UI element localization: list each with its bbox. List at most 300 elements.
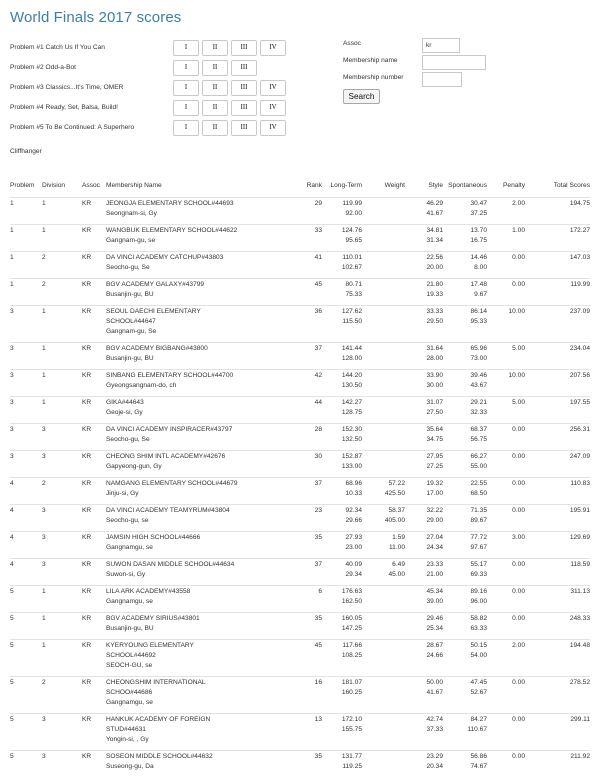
cell-total: 211.92 (570, 752, 590, 760)
cell-membership-name (106, 197, 302, 224)
cell-assoc: KR (82, 614, 92, 622)
cell-total: 118.59 (570, 560, 590, 568)
cell-style (405, 450, 443, 477)
spontaneous-value: 9.67 (474, 290, 487, 298)
cell-style (405, 504, 443, 531)
cell-division: 1 (42, 344, 46, 352)
style-value: 17.00 (426, 489, 443, 497)
cell-division: 2 (42, 280, 46, 288)
table-row (10, 224, 590, 251)
column-header-division: Division (42, 182, 66, 189)
long-term-value: 68.96 (345, 479, 362, 487)
cell-membership-name (106, 342, 302, 369)
membership-name-line: Yongin-si, , Gy (106, 735, 149, 743)
cell-weight (362, 423, 405, 450)
spontaneous-value: 37.25 (470, 209, 487, 217)
style-value: 21.00 (426, 570, 443, 578)
column-header-rank: Rank (306, 182, 322, 189)
cell-division: 1 (42, 641, 46, 649)
style-value: 31.34 (426, 236, 443, 244)
division-button-1[interactable]: I (173, 80, 199, 96)
cell-spontaneous (443, 396, 487, 423)
long-term-value: 10.33 (345, 489, 362, 497)
cell-assoc: KR (82, 307, 92, 315)
style-value: 46.29 (426, 199, 443, 207)
division-button-2[interactable]: II (202, 120, 228, 136)
cell-style (405, 585, 443, 612)
membership-name-line: SOSEON MIDDLE SCHOOL#44632 (106, 752, 213, 760)
cell-problem: 3 (10, 425, 14, 433)
cell-long-term (322, 251, 362, 278)
cell-style (405, 423, 443, 450)
membership-name-line: NAMGANG ELEMENTARY SCHOOL#44679 (106, 479, 238, 487)
membership-name-line: DA VINCI ACADEMY CATCHUP#43803 (106, 253, 224, 261)
long-term-value: 152.30 (341, 425, 362, 433)
style-value: 41.67 (426, 209, 443, 217)
problem-filter-row (10, 80, 340, 100)
long-term-value: 115.50 (342, 317, 362, 325)
cell-weight (362, 676, 405, 713)
membership-name-line: Seongnam-si, Gy (106, 209, 157, 217)
spontaneous-value: 50.15 (470, 641, 487, 649)
cell-weight (362, 251, 405, 278)
cell-spontaneous (443, 278, 487, 305)
cell-style (405, 342, 443, 369)
cell-problem: 4 (10, 506, 14, 514)
table-row (10, 251, 590, 278)
style-value: 50.00 (426, 678, 443, 686)
column-header-total-scores: Total Scores (553, 182, 590, 189)
cell-penalty: 0.00 (512, 752, 525, 760)
membership-name-line: BGV ACADEMY SIRIUS#43801 (106, 614, 200, 622)
cell-assoc: KR (82, 752, 92, 760)
long-term-value: 160.05 (341, 614, 362, 622)
cell-membership-name (106, 396, 302, 423)
cell-problem: 3 (10, 452, 14, 460)
cell-total: 234.04 (569, 344, 590, 352)
cell-rank: 33 (314, 226, 322, 234)
division-buttons (173, 120, 289, 136)
cell-assoc: KR (82, 560, 92, 568)
style-value: 22.56 (426, 253, 443, 261)
column-header-long-term: Long-Term (330, 182, 362, 189)
cell-division: 3 (42, 452, 46, 460)
cell-assoc: KR (82, 506, 92, 514)
cell-style (405, 713, 443, 750)
membership-name-line: BGV ACADEMY GALAXY#43799 (106, 280, 205, 288)
cell-weight (362, 396, 405, 423)
table-row (10, 713, 590, 750)
style-value: 19.33 (426, 290, 443, 298)
table-row (10, 305, 590, 342)
division-button-2[interactable]: II (202, 80, 228, 96)
spontaneous-value: 22.55 (470, 479, 487, 487)
membership-name-line: Jinju-si, Gy (106, 489, 139, 497)
spontaneous-value: 16.75 (470, 236, 487, 244)
spontaneous-value: 74.67 (470, 762, 487, 770)
style-value: 35.64 (426, 425, 443, 433)
spontaneous-value: 39.46 (470, 371, 487, 379)
cell-division: 3 (42, 425, 46, 433)
cell-total: 256.31 (569, 425, 590, 433)
cell-penalty: 5.00 (512, 344, 525, 352)
long-term-value: 128.00 (341, 354, 362, 362)
problem-label: Problem #2 Odd-a-Bot (10, 64, 76, 71)
spontaneous-value: 71.35 (470, 506, 487, 514)
weight-value: 425.50 (384, 489, 405, 497)
spontaneous-value: 47.45 (470, 678, 487, 686)
cell-membership-name (106, 305, 302, 342)
spontaneous-value: 32.33 (470, 408, 487, 416)
weight-value: 58.37 (388, 506, 405, 514)
style-value: 20.00 (426, 263, 443, 271)
table-row (10, 369, 590, 396)
weight-value: 6.49 (392, 560, 405, 568)
membership-name-line: SEOUL DAECHI ELEMENTARY (106, 307, 201, 315)
long-term-value: 131.77 (341, 752, 362, 760)
style-value: 27.50 (426, 408, 443, 416)
division-button-2[interactable]: II (202, 40, 228, 56)
cell-rank: 16 (314, 678, 322, 686)
cell-division: 1 (42, 614, 46, 622)
membership-name-line: Suseong-gu, Da (106, 762, 154, 770)
cell-rank: 45 (314, 641, 322, 649)
division-button-1[interactable]: I (173, 120, 199, 136)
division-button-3[interactable]: III (231, 60, 257, 76)
cell-division: 3 (42, 715, 46, 723)
cell-assoc: KR (82, 344, 92, 352)
cell-total: 248.33 (569, 614, 590, 622)
cell-long-term (322, 450, 362, 477)
problem-label: Problem #3 Classics...It's Time, OMER (10, 84, 124, 91)
style-value: 24.34 (426, 543, 443, 551)
cell-division: 3 (42, 560, 46, 568)
cell-rank: 44 (314, 398, 322, 406)
style-value: 29.00 (426, 516, 443, 524)
column-header-weight: Weight (384, 182, 405, 189)
cell-spontaneous (443, 612, 487, 639)
cell-rank: 42 (314, 371, 322, 379)
cell-weight (362, 713, 405, 750)
cell-long-term (322, 504, 362, 531)
division-buttons (173, 100, 289, 116)
division-button-3[interactable]: III (231, 120, 257, 136)
long-term-value: 144.20 (341, 371, 362, 379)
cell-rank: 35 (314, 752, 322, 760)
membership-name-line: Busanjin-gu, BU (106, 624, 154, 632)
column-header-membership-name: Membership Name (106, 182, 162, 189)
cell-total: 237.09 (569, 307, 590, 315)
table-header-row (10, 182, 590, 197)
cell-division: 2 (42, 678, 46, 686)
problem-filter-row (10, 40, 340, 60)
long-term-value: 147.25 (341, 624, 362, 632)
cell-spontaneous (443, 197, 487, 224)
cell-long-term (322, 612, 362, 639)
long-term-value: 127.62 (341, 307, 362, 315)
table-row (10, 676, 590, 713)
membership-name-line: JAMSIN HIGH SCHOOL#44666 (106, 533, 201, 541)
membership-name-line: SCHOOL#44692 (106, 651, 156, 659)
spontaneous-value: 89.16 (470, 587, 487, 595)
style-value: 19.32 (426, 479, 443, 487)
cell-long-term (322, 477, 362, 504)
style-value: 31.64 (426, 344, 443, 352)
cell-division: 1 (42, 307, 46, 315)
cell-problem: 5 (10, 587, 14, 595)
spontaneous-value: 66.27 (470, 452, 487, 460)
cell-assoc: KR (82, 371, 92, 379)
long-term-value: 128.75 (341, 408, 362, 416)
spontaneous-value: 77.72 (470, 533, 487, 541)
membership-name-line: Geoje-si, Gy (106, 408, 143, 416)
style-value: 39.00 (426, 597, 443, 605)
cell-membership-name (106, 423, 302, 450)
cell-spontaneous (443, 585, 487, 612)
cell-assoc: KR (82, 226, 92, 234)
style-value: 25.34 (426, 624, 443, 632)
cell-spontaneous (443, 531, 487, 558)
membership-name-line: Seocho-gu, Se (106, 263, 150, 271)
cell-style (405, 639, 443, 676)
cell-total: 119.99 (570, 280, 590, 288)
membership-name-line: SINBANG ELEMENTARY SCHOOL#44700 (106, 371, 234, 379)
membership-name-line: WANGBUK ELEMENTARY SCHOOL#44622 (106, 226, 238, 234)
division-button-2[interactable]: II (202, 60, 228, 76)
cell-weight (362, 342, 405, 369)
spontaneous-value: 58.82 (470, 614, 487, 622)
cell-weight (362, 612, 405, 639)
spontaneous-value: 110.67 (467, 725, 487, 733)
table-row (10, 197, 590, 224)
division-button-4[interactable]: IV (260, 120, 286, 136)
cell-long-term (322, 676, 362, 713)
cell-assoc: KR (82, 280, 92, 288)
division-button-1[interactable]: I (173, 40, 199, 56)
cell-penalty: 0.00 (512, 253, 525, 261)
cell-weight (362, 197, 405, 224)
membership-name-line: HANKUK ACADEMY OF FOREIGN (106, 715, 211, 723)
cell-membership-name (106, 450, 302, 477)
division-button-3[interactable]: III (231, 80, 257, 96)
style-value: 21.80 (426, 280, 443, 288)
long-term-value: 141.44 (341, 344, 362, 352)
cell-problem: 1 (10, 280, 14, 288)
cell-rank: 36 (314, 307, 322, 315)
cell-membership-name (106, 639, 302, 676)
long-term-value: 119.99 (342, 199, 362, 207)
long-term-value: 162.50 (341, 597, 362, 605)
division-button-1[interactable]: I (173, 60, 199, 76)
long-term-value: 27.93 (345, 533, 362, 541)
cell-division: 1 (42, 226, 46, 234)
cell-total: 299.11 (570, 715, 590, 723)
search-button[interactable]: Search (343, 89, 380, 104)
problem-filter-row (10, 100, 340, 120)
cell-style (405, 278, 443, 305)
cell-penalty: 0.00 (512, 280, 525, 288)
membership-name-line: DA VINCI ACADEMY INSPIRACER#43797 (106, 425, 233, 433)
cell-rank: 45 (314, 280, 322, 288)
cell-long-term (322, 197, 362, 224)
membership-name-line: Seocho-gu, se (106, 516, 149, 524)
style-value: 33.90 (426, 371, 443, 379)
cell-division: 2 (42, 479, 46, 487)
cell-penalty: 2.00 (512, 199, 525, 207)
cell-long-term (322, 342, 362, 369)
cell-assoc: KR (82, 253, 92, 261)
style-value: 41.67 (426, 688, 443, 696)
cell-problem: 3 (10, 307, 14, 315)
spontaneous-value: 69.33 (470, 570, 487, 578)
cell-division: 1 (42, 587, 46, 595)
cell-weight (362, 504, 405, 531)
membership-name-line: CHEONGSHIM INTERNATIONAL (106, 678, 206, 686)
cell-division: 3 (42, 752, 46, 760)
long-term-value: 181.07 (341, 678, 362, 686)
style-value: 29.50 (426, 317, 443, 325)
table-row (10, 585, 590, 612)
problem-label: Problem #5 To Be Continued: A Superhero (10, 124, 135, 131)
cell-assoc: KR (82, 587, 92, 595)
membership-name-line: Gangnamgu, se (106, 597, 153, 605)
division-button-3[interactable]: III (231, 40, 257, 56)
cell-spontaneous (443, 558, 487, 585)
long-term-value: 92.34 (345, 506, 362, 514)
membership-name-line: JEONGJA ELEMENTARY SCHOOL#44693 (106, 199, 234, 207)
membership-number-input[interactable] (422, 72, 462, 87)
column-header-problem: Problem (10, 182, 35, 189)
cell-long-term (322, 278, 362, 305)
long-term-value: 142.27 (341, 398, 362, 406)
cell-membership-name (106, 251, 302, 278)
cell-total: 172.27 (569, 226, 590, 234)
spontaneous-value: 17.48 (470, 280, 487, 288)
cell-total: 278.52 (569, 678, 590, 686)
long-term-value: 119.25 (342, 762, 362, 770)
cell-membership-name (106, 477, 302, 504)
long-term-value: 152.87 (341, 452, 362, 460)
cell-style (405, 224, 443, 251)
division-button-4[interactable]: IV (260, 80, 286, 96)
cell-rank: 37 (314, 479, 322, 487)
style-value: 33.33 (426, 307, 443, 315)
table-row (10, 750, 590, 777)
division-buttons (173, 60, 260, 76)
division-buttons (173, 40, 289, 56)
cell-assoc: KR (82, 398, 92, 406)
cell-penalty: 0.00 (512, 587, 525, 595)
spontaneous-value: 52.67 (470, 688, 487, 696)
cell-division: 1 (42, 199, 46, 207)
problem-filter-row (10, 120, 340, 140)
cell-penalty: 0.00 (512, 560, 525, 568)
table-row (10, 396, 590, 423)
style-value: 20.34 (426, 762, 443, 770)
membership-name-line: Gangnamgu, se (106, 543, 153, 551)
spontaneous-value: 68.37 (470, 425, 487, 433)
column-header-spontaneous: Spontaneous (448, 182, 487, 189)
cell-spontaneous (443, 224, 487, 251)
cell-long-term (322, 305, 362, 342)
division-buttons (173, 80, 289, 96)
membership-name-line: SCHOO#44686 (106, 688, 153, 696)
spontaneous-value: 68.50 (470, 489, 487, 497)
long-term-value: 133.00 (341, 462, 362, 470)
cell-penalty: 0.00 (512, 614, 525, 622)
division-button-4[interactable]: IV (260, 40, 286, 56)
membership-name-line: Gyeongsangnam-do, ch (106, 381, 177, 389)
membership-name-line: Gapyeong-gun, Gy (106, 462, 162, 470)
column-header-assoc: Assoc (82, 182, 100, 189)
cell-long-term (322, 713, 362, 750)
cell-total: 194.48 (569, 641, 590, 649)
long-term-value: 95.65 (345, 236, 362, 244)
cell-division: 3 (42, 533, 46, 541)
cell-membership-name (106, 369, 302, 396)
cell-membership-name (106, 504, 302, 531)
spontaneous-value: 55.17 (470, 560, 487, 568)
style-value: 31.07 (426, 398, 443, 406)
division-button-2[interactable]: II (202, 100, 228, 116)
cell-spontaneous (443, 251, 487, 278)
membership-name-line: GIKA#44643 (106, 398, 144, 406)
cell-penalty: 0.00 (512, 452, 525, 460)
membership-name-line: SUWON DASAN MIDDLE SCHOOL#44634 (106, 560, 235, 568)
cell-weight (362, 224, 405, 251)
spontaneous-value: 14.46 (470, 253, 487, 261)
division-button-3[interactable]: III (231, 100, 257, 116)
cell-style (405, 251, 443, 278)
assoc-input[interactable] (422, 38, 460, 53)
cell-assoc: KR (82, 479, 92, 487)
cell-weight (362, 369, 405, 396)
cell-membership-name (106, 531, 302, 558)
cell-division: 2 (42, 253, 46, 261)
cell-spontaneous (443, 504, 487, 531)
style-value: 37.33 (426, 725, 443, 733)
cell-penalty: 0.00 (512, 678, 525, 686)
cell-weight (362, 450, 405, 477)
style-value: 29.46 (426, 614, 443, 622)
style-value: 28.67 (426, 641, 443, 649)
style-value: 23.33 (426, 560, 443, 568)
column-header-penalty: Penalty (503, 182, 525, 189)
membership-name-line: Seocho-gu, Se (106, 435, 150, 443)
long-term-value: 23.00 (345, 543, 362, 551)
weight-value: 45.00 (388, 570, 405, 578)
cell-problem: 5 (10, 641, 14, 649)
membership-name-line: Suwon-si, Gy (106, 570, 146, 578)
cell-style (405, 750, 443, 777)
cell-total: 247.09 (569, 452, 590, 460)
cell-division: 1 (42, 371, 46, 379)
weight-value: 11.00 (388, 543, 405, 551)
cell-spontaneous (443, 676, 487, 713)
cell-long-term (322, 639, 362, 676)
cell-penalty: 2.00 (512, 641, 525, 649)
cell-penalty: 10.00 (508, 371, 525, 379)
cell-rank: 23 (314, 506, 322, 514)
division-button-1[interactable]: I (173, 100, 199, 116)
membership-name-line: DA VINCI ACADEMY TEAMYRUM#43804 (106, 506, 230, 514)
cell-weight (362, 585, 405, 612)
style-value: 34.75 (426, 435, 443, 443)
membership-name-input[interactable] (422, 55, 486, 70)
cell-penalty: 0.00 (512, 715, 525, 723)
division-button-4[interactable]: IV (260, 100, 286, 116)
long-term-value: 75.33 (345, 290, 362, 298)
